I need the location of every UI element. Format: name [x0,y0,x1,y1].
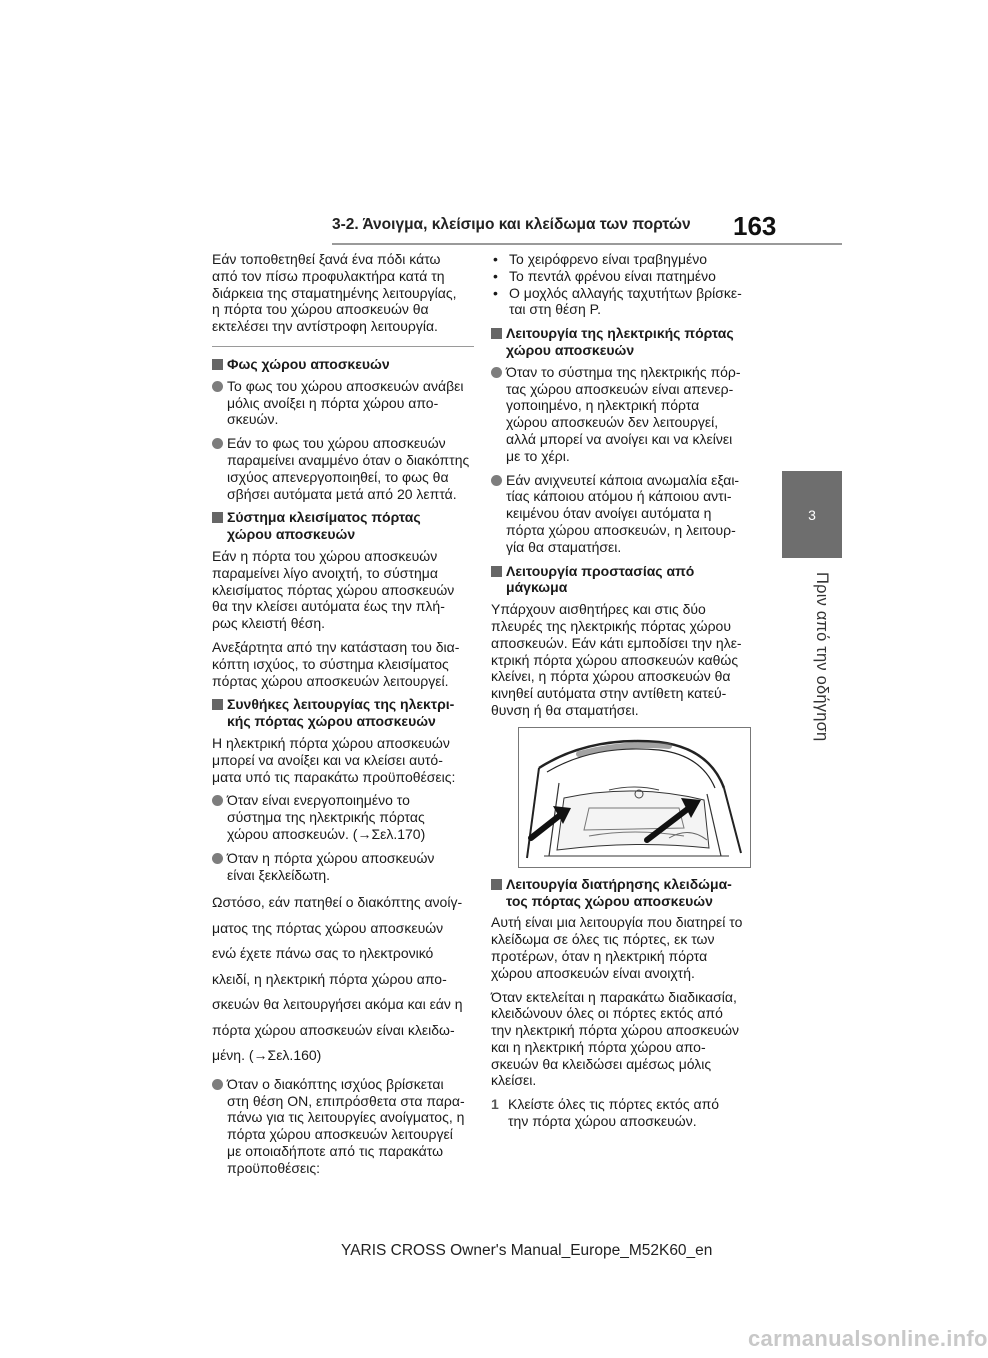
list-text: Ο μοχλός αλλαγής ταχυτήτων βρίσκε- ται στη θέση P. [509,284,742,318]
section-divider [212,346,474,347]
bullet-text: Όταν το σύστημα της ηλεκτρικής πόρ- τας χώρου αποσκευών είναι απενερ- γοποιημένο, η ηλεκτρική πόρτα χώρου αποσκευών δεν λειτουργεί, αλλά μπορεί να ανοίγει και να κλείνει με το χέρι. [506,363,741,464]
square-bullet-icon [212,512,223,523]
bullet-item [212,378,474,428]
chapter-number: 3 [808,506,816,523]
watermark: carmanualsonline.info [748,1326,988,1351]
manual-footer: YARIS CROSS Owner's Manual_Europe_M52K60_en [341,1242,713,1259]
list-marker: • [493,284,498,301]
tailgate-sensor-illustration [518,727,751,868]
left-column [212,251,474,1184]
circle-bullet-icon [212,381,223,392]
square-bullet-icon [212,359,223,370]
bullet-item [491,472,753,556]
header-divider [332,243,842,245]
list-item [491,285,753,319]
list-item [491,251,753,268]
list-text: Το πεντάλ φρένου είναι πατημένο [509,267,716,284]
step-text: Κλείστε όλες τις πόρτες εκτός από την πόρτα χώρου αποσκευών. [508,1096,720,1130]
page-number: 163 [733,211,777,241]
bullet-text: Όταν η πόρτα χώρου αποσκευών είναι ξεκλείδωτη. [227,849,435,883]
heading-text: Λειτουργία προστασίας από μάγκωμα [506,562,695,596]
bullet-item [212,850,474,884]
heading-text: Λειτουργία της ηλεκτρικής πόρτας χώρου αποσκευών [506,325,734,358]
section-heading-operating-conditions [212,696,474,730]
bullet-text: Το φως του χώρου αποσκευών ανάβει μόλις ανοίξει η πόρτα χώρου απο- σκευών. [227,377,464,428]
paragraph: Ανεξάρτητα από την κατάσταση του δια- κόπτη ισχύος, το σύστημα κλεισίματος πόρτας χώρου αποσκευών λειτουργεί. [212,638,460,689]
bullet-text: Όταν ο διακόπτης ισχύος βρίσκεται στη θέση ON, επιπρόσθετα στα παρα- πάνω για τις λειτουργίες ανοίγματος, η πόρτα χώρου αποσκευών λειτουργεί με οποιαδήποτε από τις παρακάτω προϋποθέσεις: [227,1075,465,1176]
circle-bullet-icon [491,367,502,378]
paragraph: Αυτή είναι μια λειτουργία που διατηρεί το κλείδωμα σε όλες τις πόρτες, εκ των προτέρων, όταν η ηλεκτρική πόρτα χώρου αποσκευών είναι ανοιχτή. [491,914,743,981]
bullet-item [212,1076,474,1177]
chapter-title: Πριν από την οδήγηση [813,572,831,742]
dash-list [491,251,753,318]
circle-bullet-icon [212,438,223,449]
list-item [491,268,753,285]
section-heading-electric-door [491,325,753,359]
paragraph: Η ηλεκτρική πόρτα χώρου αποσκευών μπορεί να ανοίξει και να κλείσει αυτό- ματα υπό τις παρακάτω προϋποθέσεις: [212,734,456,785]
heading-text: Σύστημα κλεισίματος πόρτας χώρου αποσκευών [227,509,421,543]
bullet-text: Όταν είναι ενεργοποιημένο το σύστημα της ηλεκτρικής πόρτας χώρου αποσκευών. (→Σελ.170) [227,792,426,842]
list-marker: • [493,251,498,267]
chapter-tab [782,471,842,558]
bullet-item [212,792,474,842]
circle-bullet-icon [491,475,502,486]
square-bullet-icon [212,699,223,710]
heading-text: Συνθήκες λειτουργίας της ηλεκτρι- κής πόρτας χώρου αποσκευών [227,696,455,730]
square-bullet-icon [491,566,502,577]
intro-paragraph: Εάν τοποθετηθεί ξανά ένα πόδι κάτω από τον πίσω προφυλακτήρα κατά τη διάρκεια της σταματημένης λειτουργίας, η πόρτα του χώρου αποσκευών θα εκτελέσει την αντίστροφη λειτουργία. [212,251,457,335]
heading-text: Φως χώρου αποσκευών [227,355,390,372]
paragraph: Όταν εκτελείται η παρακάτω διαδικασία, κλειδώνουν όλες οι πόρτες εκτός από την ηλεκτρική πόρτα χώρου αποσκευών και η ηλεκτρική πόρτα χώρου απο- σκευών θα κλειδώσει αμέσως μόλις κλείσει. [491,988,740,1089]
circle-bullet-icon [212,1079,223,1090]
paragraph: Υπάρχουν αισθητήρες και στις δύο πλευρές της ηλεκτρικής πόρτας χώρου αποσκευών. Εάν κάτι εμποδίσει την ηλε- κτρική πόρτα χώρου αποσκευών καθώς κλείνει, η πόρτα χώρου αποσκευών θα κινηθεί αυτόματα στην αντίθετη κατεύ- θυνση ή θα σταματήσει. [491,601,742,718]
step-number: 1 [491,1096,499,1113]
list-marker: • [493,267,498,284]
square-bullet-icon [491,328,502,339]
bullet-text: Εάν το φως του χώρου αποσκευών παραμείνει αναμμένο όταν ο διακόπτης ισχύος απενεργοποιηθεί, το φως θα σβήσει αυτόματα μετά από 20 λεπτά. [227,435,470,502]
circle-bullet-icon [212,853,223,864]
square-bullet-icon [491,879,502,890]
list-text: Το χειρόφρενο είναι τραβηγμένο [509,251,708,267]
right-column [491,251,753,1130]
tailgate-drawing [519,728,750,867]
section-heading-closing-system [212,509,474,543]
section-heading-jam-protection [491,563,753,597]
bullet-text: Εάν ανιχνευτεί κάποια ανωμαλία εξαι- τίας κάποιου ατόμου ή κάποιου αντι- κειμένου όταν ανοίγει αυτόματα η πόρτα χώρου αποσκευών, η λειτουρ- γία θα σταματήσει. [506,471,740,555]
bullet-item [212,435,474,502]
paragraph: Εάν η πόρτα του χώρου αποσκευών παραμείνει λίγο ανοιχτή, το σύστημα κλεισίματος πόρτας χώρου αποσκευών θα την κλείσει αυτόματα έως την πλή- ρως κλειστή θέση. [212,547,455,632]
section-heading-luggage-light [212,356,474,373]
heading-text: Λειτουργία διατήρησης κλειδώμα- τος πόρτας χώρου αποσκευών [506,875,732,909]
section-heading-lock-hold [491,876,753,910]
bullet-item [491,364,753,465]
paragraph: Ωστόσο, εάν πατηθεί ο διακόπτης ανοίγ- ματος της πόρτας χώρου αποσκευών ενώ έχετε πάνω σας το ηλεκτρονικό κλειδί, η ηλεκτρική πόρτα χώρου απο- σκευών θα λειτουργήσει ακόμα και εάν η πόρτα χώρου αποσκευών είναι κλειδω- μένη. (→Σελ.160) [212,894,463,1064]
numbered-step [491,1096,753,1130]
circle-bullet-icon [212,795,223,806]
section-title: 3-2. Άνοιγμα, κλείσιμο και κλείδωμα των πορτών [332,216,691,233]
